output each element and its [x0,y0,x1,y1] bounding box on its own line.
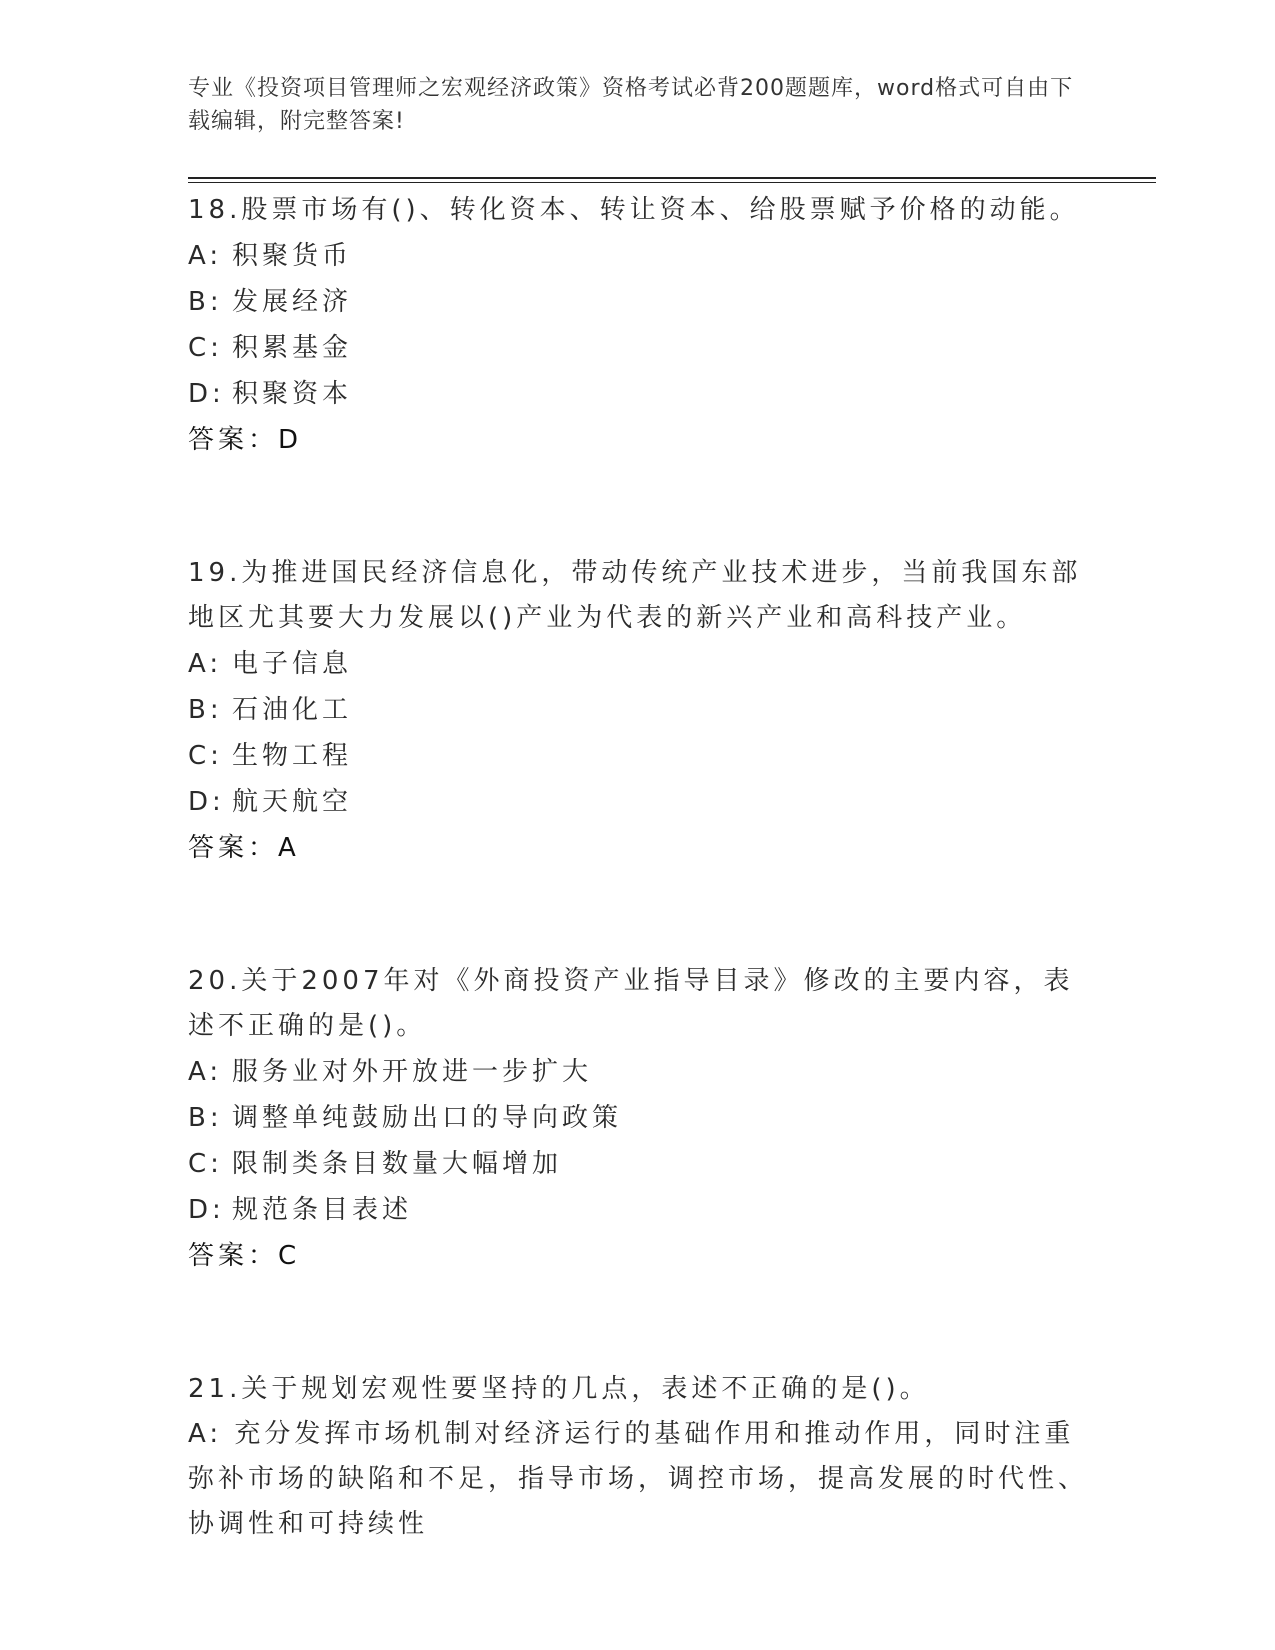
option-text: 规范条目表述 [232,1195,413,1225]
question-stem: 18.股票市场有()、转化资本、转让资本、给股票赋予价格的动能。 [188,195,1080,225]
option-text: 电子信息 [232,649,353,679]
answer-label: 答案：C [188,1241,301,1271]
option-d [188,371,1088,417]
option-text: 充分发挥市场机制对经济运行的基础作用和推动作用，同时注重弥补市场的缺陷和不足，指导市场，调控市场，提高发展的时代性、协调性和可持续性 [188,1419,1089,1539]
option-d [188,1187,1088,1233]
option-letter: D: [188,787,225,817]
question-spacer [188,871,1088,959]
option-text: 航天航空 [232,787,353,817]
question-list [188,188,1088,1547]
option-letter: C: [188,1149,223,1179]
option-a [188,233,1088,279]
option-text: 积聚货币 [232,241,353,271]
option-letter: D: [188,1195,225,1225]
answer-label: 答案：D [188,425,303,455]
header-divider-thin [188,182,1156,183]
option-letter: A: [188,649,223,679]
option-text: 调整单纯鼓励出口的导向政策 [232,1103,623,1133]
option-text: 生物工程 [232,741,353,771]
option-a [188,641,1088,687]
question-spacer [188,1279,1088,1367]
question-stem: 19.为推进国民经济信息化，带动传统产业技术进步，当前我国东部地区尤其要大力发展以()产业为代表的新兴产业和高科技产业。 [188,558,1082,633]
document-header: 专业《投资项目管理师之宏观经济政策》资格考试必背200题题库，word格式可自由下载编辑，附完整答案! [188,76,1074,134]
option-b [188,687,1088,733]
option-text: 石油化工 [232,695,353,725]
option-letter: B: [188,695,223,725]
question-19 [188,551,1088,871]
option-b [188,279,1088,325]
header-divider-thick [188,177,1156,179]
question-21 [188,1367,1088,1547]
option-c [188,733,1088,779]
option-letter: C: [188,333,223,363]
option-c [188,325,1088,371]
option-text: 发展经济 [232,287,353,317]
option-a-multiline [188,1412,1088,1547]
option-a [188,1049,1088,1095]
option-text: 积累基金 [232,333,353,363]
option-letter: A: [188,1057,223,1087]
option-letter: B: [188,287,223,317]
option-letter: A: [188,241,223,271]
option-b [188,1095,1088,1141]
option-d [188,779,1088,825]
option-letter: B: [188,1103,223,1133]
option-text: 积聚资本 [232,379,353,409]
question-20 [188,959,1088,1279]
option-letter: A: [188,1419,223,1449]
question-stem: 20.关于2007年对《外商投资产业指导目录》修改的主要内容，表述不正确的是()。 [188,966,1074,1041]
question-stem: 21.关于规划宏观性要坚持的几点，表述不正确的是()。 [188,1374,930,1404]
answer-label: 答案：A [188,833,300,863]
option-text: 服务业对外开放进一步扩大 [232,1057,593,1087]
question-18 [188,188,1088,463]
option-text: 限制类条目数量大幅增加 [232,1149,563,1179]
option-c [188,1141,1088,1187]
question-spacer [188,463,1088,551]
option-letter: C: [188,741,223,771]
option-letter: D: [188,379,225,409]
